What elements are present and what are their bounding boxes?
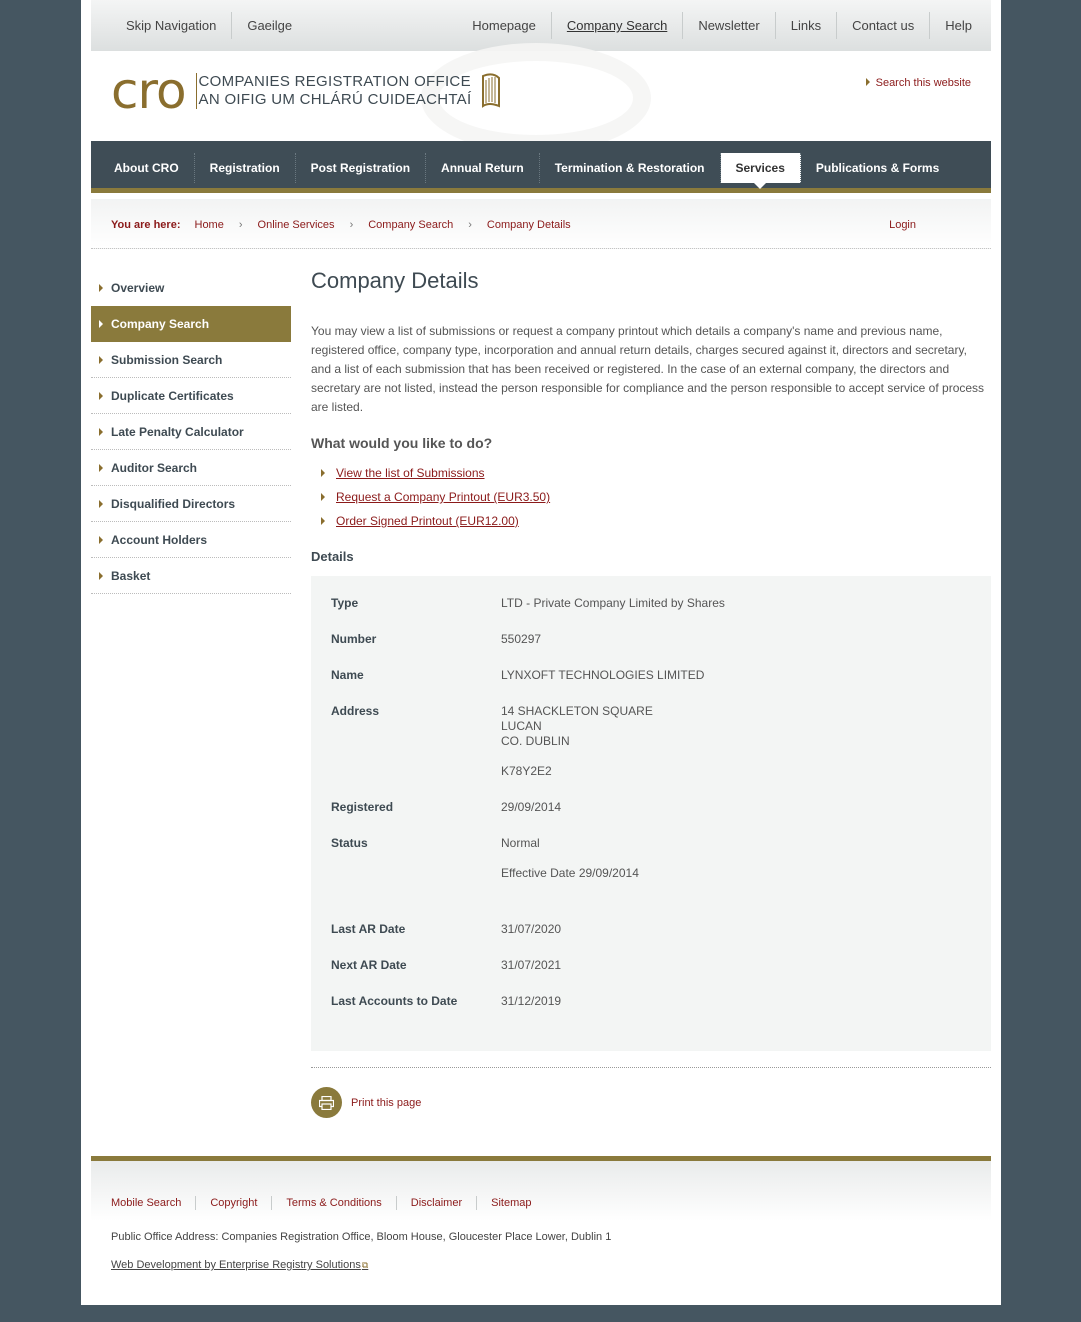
sidebar-item-label: Company Search [111,317,210,331]
page-title: Company Details [311,268,479,293]
sidebar-item-label: Disqualified Directors [111,496,236,511]
logo-english: COMPANIES REGISTRATION OFFICE [198,73,471,90]
sidebar-item-label: Late Penalty Calculator [111,424,244,439]
footer-copyright[interactable]: Copyright [195,1196,271,1210]
arrow-right-icon [99,284,103,292]
help-link[interactable]: Help [929,12,987,39]
nav-publications-forms[interactable]: Publications & Forms [815,161,940,175]
detail-label: Last Accounts to Date [331,994,458,1008]
external-link-icon: ⧉ [361,1260,369,1270]
arrow-right-icon [99,392,103,400]
detail-row-registered [331,800,971,815]
print-page-button[interactable] [311,1087,991,1118]
sidebar-item-basket[interactable] [91,558,291,594]
sidebar-item-company-search[interactable] [91,306,291,342]
detail-value: 29/09/2014 [501,800,562,814]
sidebar-item-label: Submission Search [111,352,223,367]
logo-mark: cro [111,62,186,120]
effective-date: Effective Date 29/09/2014 [501,866,639,880]
breadcrumb-online-services[interactable]: Online Services [257,219,335,231]
nav-registration[interactable]: Registration [195,153,296,183]
site-header [91,51,991,141]
company-search-link[interactable]: Company Search [551,12,682,39]
sidebar-item-label: Basket [111,568,151,583]
detail-value: LYNXOFT TECHNOLOGIES LIMITED [501,668,705,682]
address-line: 14 SHACKLETON SQUARE [501,704,653,718]
arrow-right-icon [99,464,103,472]
actions-heading: What would you like to do? [311,435,493,451]
sidebar-item-label: Account Holders [111,532,208,547]
detail-row-number [331,632,971,647]
arrow-right-icon [99,356,103,364]
nav-termination-restoration[interactable]: Termination & Restoration [540,153,721,183]
details-panel [311,576,991,1051]
sidebar-item-auditor-search[interactable] [91,450,291,486]
nav-services[interactable]: Services [721,153,801,183]
breadcrumb-label: You are here: [111,219,181,231]
cro-logo[interactable] [111,62,503,120]
logo-text [196,73,472,109]
divider [311,1067,991,1068]
detail-value: LTD - Private Company Limited by Shares [501,596,725,610]
sidebar-item-label: Overview [111,281,165,295]
arrow-right-icon [321,493,325,501]
site-footer [91,1156,991,1305]
footer-disclaimer[interactable]: Disclaimer [396,1196,476,1210]
detail-label: Registered [331,800,394,814]
list-item [311,509,991,533]
newsletter-link[interactable]: Newsletter [682,12,774,39]
sidebar-item-duplicate-certificates[interactable] [91,378,291,414]
view-submissions-link[interactable]: View the list of Submissions [336,466,485,480]
address-value [501,704,653,779]
sidebar-item-label: Auditor Search [111,460,198,475]
sidebar-item-account-holders[interactable] [91,522,291,558]
status-text: Normal [501,836,540,850]
detail-row-last-ar [331,922,971,937]
intro-text: You may view a list of submissions or request a company printout which details a company's name and previous name, registered office, company type, incorporation and annual return details, charges secured against it, directors and secretary, and a list of each submission that has been received or registered. In the case of an external company, the directors and secretary are not listed, instead the person responsible for compliance and the person responsible to accept service of process are listed. [311,324,985,414]
arrow-right-icon [866,78,870,86]
footer-sitemap[interactable]: Sitemap [476,1196,545,1210]
arrow-right-icon [321,469,325,477]
detail-row-last-accounts [331,994,971,1009]
chevron-right-icon: › [468,219,472,231]
sidebar-item-label: Duplicate Certificates [111,388,234,403]
nav-about-cro[interactable]: About CRO [99,153,195,183]
chevron-right-icon: › [349,219,354,231]
detail-value: 31/07/2021 [501,958,562,972]
gaeilge-link[interactable]: Gaeilge [231,12,307,39]
arrow-right-icon [99,320,103,328]
homepage-link[interactable]: Homepage [472,18,536,33]
detail-row-next-ar [331,958,971,973]
address-line: LUCAN [501,719,542,733]
detail-value: 31/12/2019 [501,994,562,1008]
breadcrumb-company-details[interactable]: Company Details [486,219,571,231]
footer-web-dev-label: Web Development by Enterprise Registry Solutions [111,1259,361,1271]
detail-label: Last AR Date [331,922,406,936]
arrow-right-icon [99,428,103,436]
detail-row-status [331,836,971,881]
breadcrumb [91,199,991,249]
arrow-right-icon [99,500,103,508]
order-signed-printout-link[interactable]: Order Signed Printout (EUR12.00) [336,514,519,528]
print-page-label: Print this page [351,1096,422,1109]
details-heading: Details [311,549,354,564]
arrow-right-icon [99,536,103,544]
skip-navigation-link[interactable]: Skip Navigation [126,18,217,33]
sidebar-item-late-penalty-calculator[interactable] [91,414,291,450]
detail-label: Name [331,668,364,682]
main-navigation [91,141,991,193]
detail-value: 550297 [501,632,542,646]
chevron-right-icon: › [238,219,243,231]
nav-annual-return[interactable]: Annual Return [426,153,540,183]
actions-list [311,461,991,533]
logo-irish: AN OIFIG UM CHLÁRÚ CUIDEACHTAÍ [198,91,472,108]
eircode: K78Y2E2 [501,764,552,778]
detail-label: Address [331,704,380,718]
arrow-right-icon [321,517,325,525]
footer-terms[interactable]: Terms & Conditions [271,1196,395,1210]
printer-icon [311,1087,342,1118]
request-printout-link[interactable]: Request a Company Printout (EUR3.50) [336,490,551,504]
detail-row-address [331,704,971,779]
search-website-label: Search this website [875,77,971,89]
breadcrumb-home[interactable]: Home [194,219,224,231]
list-item [311,461,991,485]
detail-value: 31/07/2020 [501,922,562,936]
status-value [501,836,639,881]
footer-address: Public Office Address: Companies Registration Office, Bloom House, Gloucester Place Lower, Dublin 1 [111,1231,612,1243]
address-line: CO. DUBLIN [501,734,570,748]
footer-web-dev-link[interactable] [111,1259,368,1271]
detail-label: Next AR Date [331,958,407,972]
contact-us-link[interactable]: Contact us [836,12,929,39]
detail-row-type [331,596,971,611]
detail-label: Number [331,632,377,646]
detail-label: Status [331,836,368,850]
sidebar-item-submission-search[interactable] [91,342,291,378]
links-link[interactable]: Links [775,12,836,39]
sidebar-item-disqualified-directors[interactable] [91,486,291,522]
login-link[interactable]: Login [889,219,916,231]
search-website-link[interactable] [866,77,971,89]
list-item [311,485,991,509]
page [81,0,1001,1305]
detail-row-name [331,668,971,683]
harp-icon [479,72,503,110]
nav-post-registration[interactable]: Post Registration [296,153,426,183]
sidebar [91,270,291,594]
breadcrumb-company-search[interactable]: Company Search [368,219,454,231]
arrow-right-icon [99,572,103,580]
footer-mobile-search[interactable]: Mobile Search [111,1197,182,1209]
sidebar-item-overview[interactable] [91,270,291,306]
main-content [311,268,991,1118]
detail-label: Type [331,596,359,610]
